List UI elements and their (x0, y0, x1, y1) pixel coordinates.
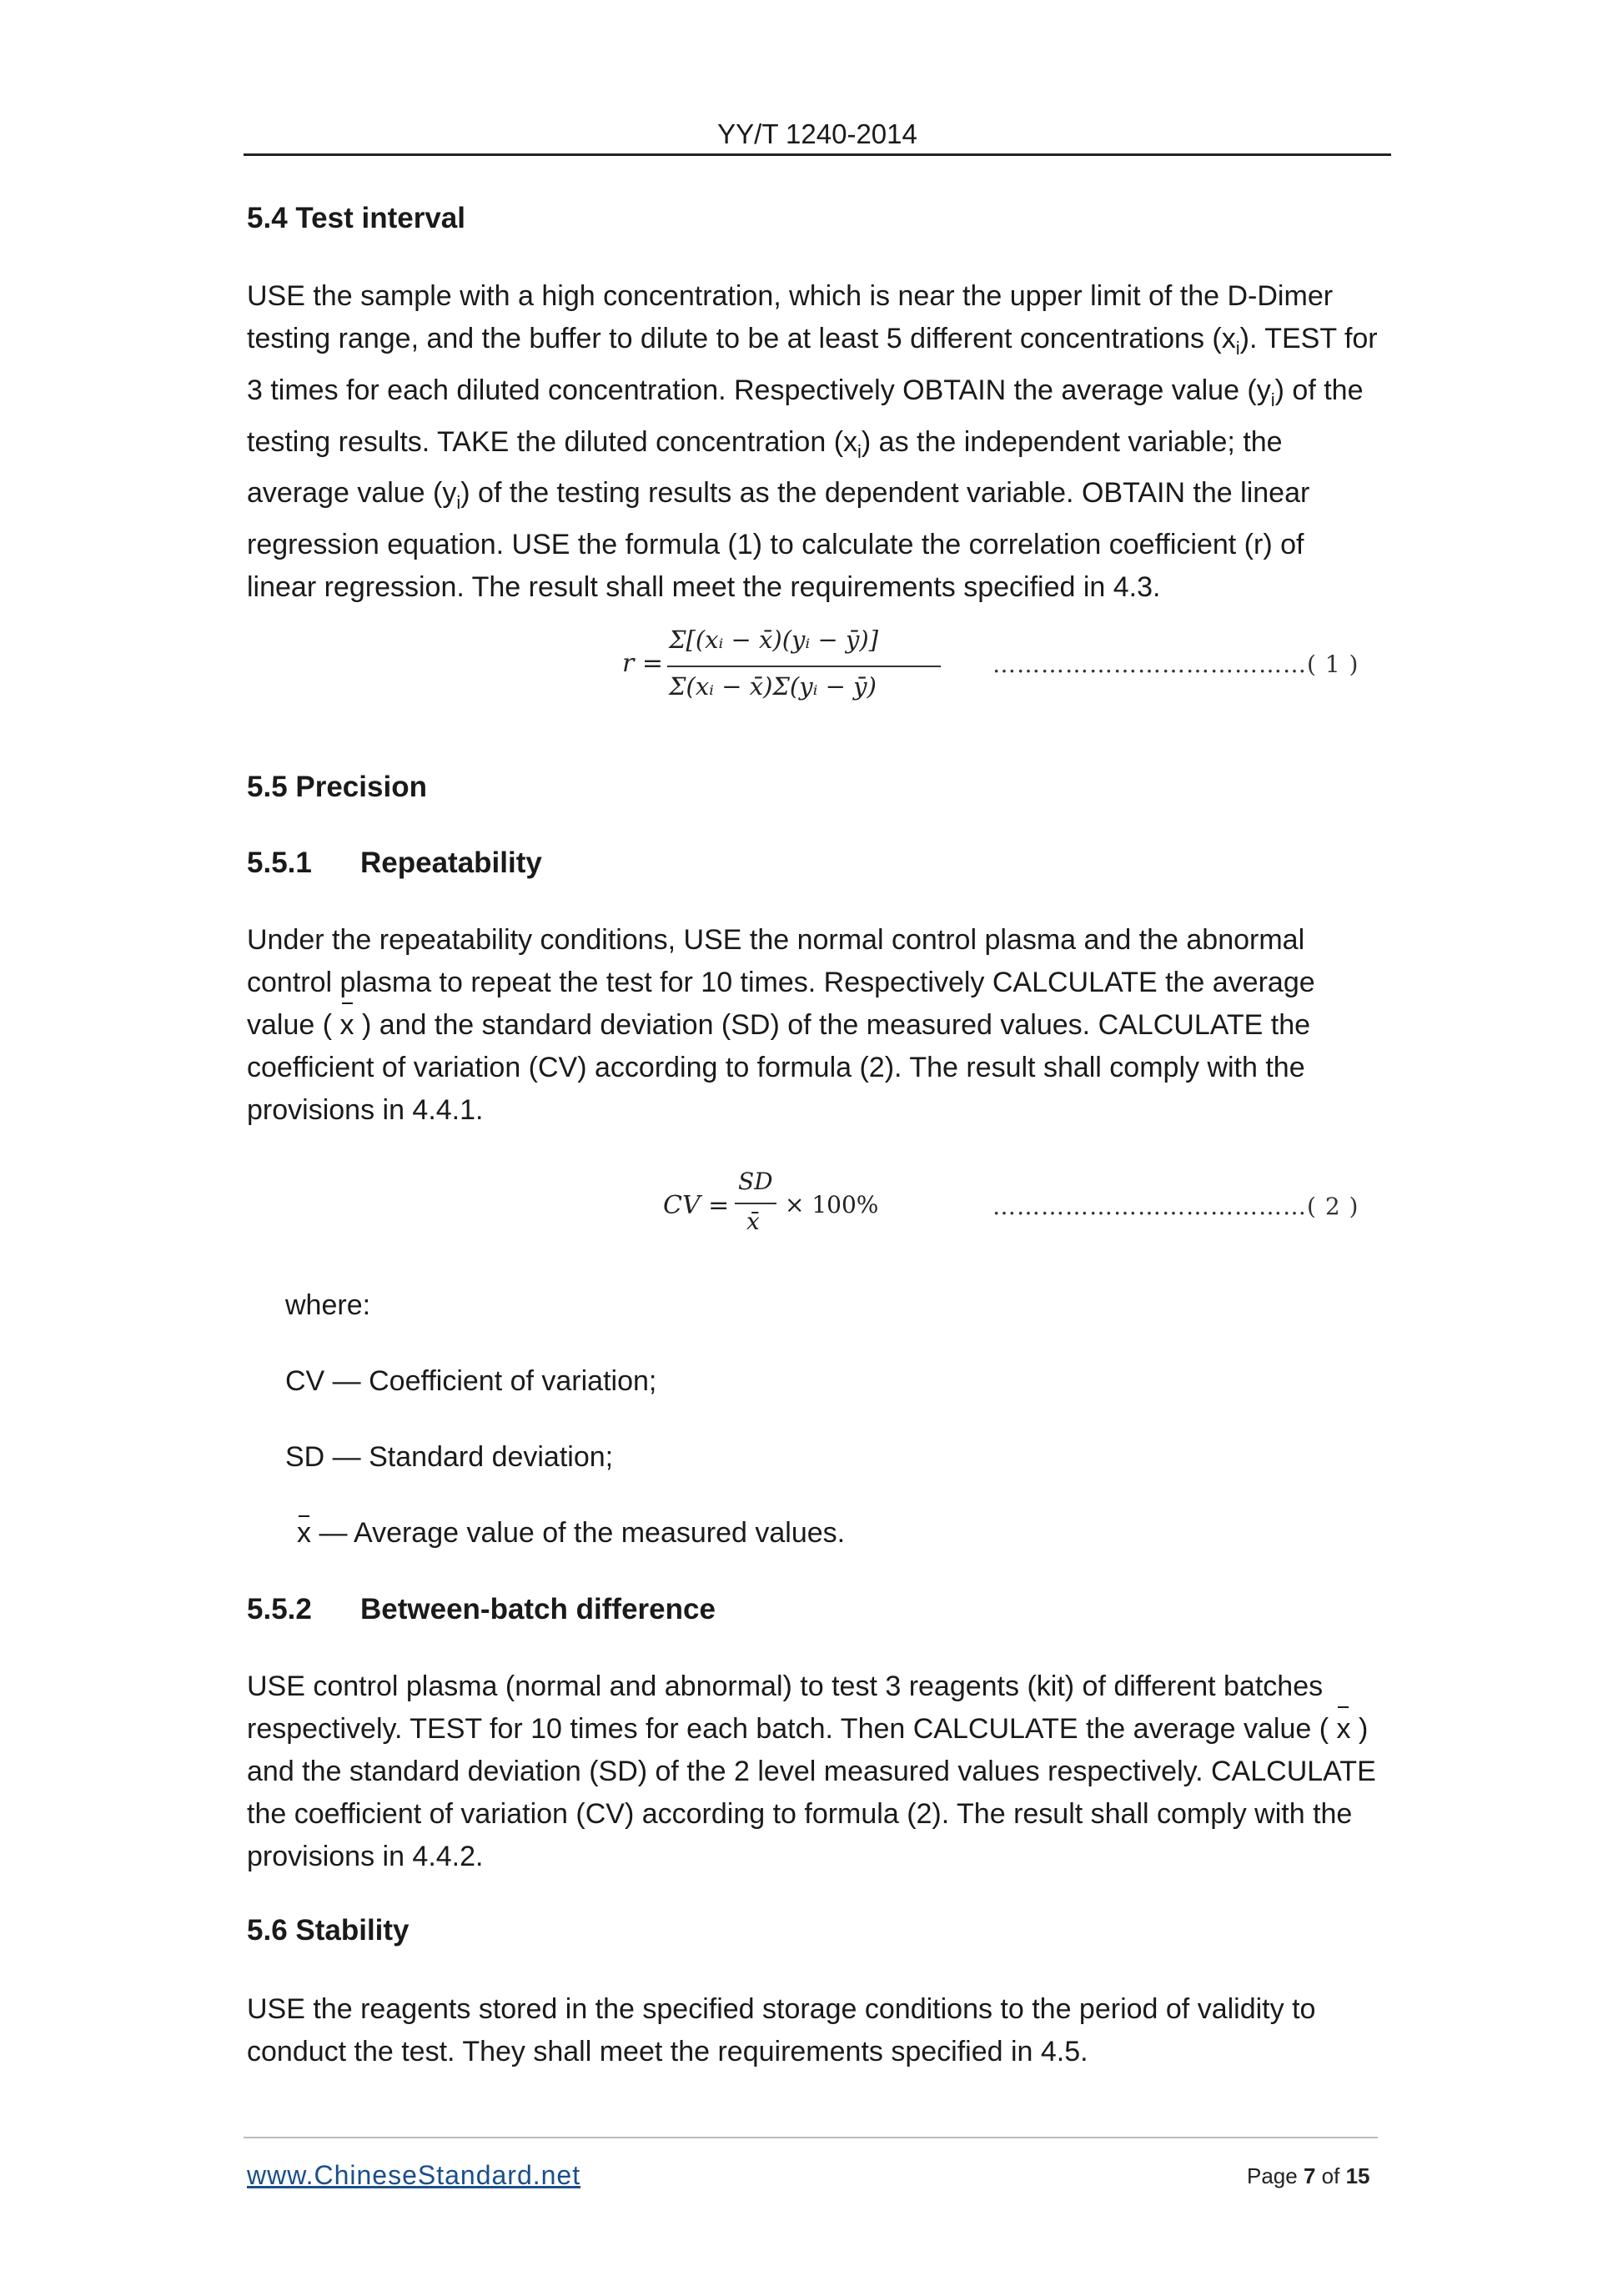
paragraph-line: USE control plasma (normal and abnormal) to test 3 reagents (kit) of different batches (247, 1671, 1324, 1702)
formula-2-denominator: x̄ (746, 1208, 760, 1235)
section-heading-5-4: 5.4 Test interval (247, 202, 465, 234)
equation-number-2: …………………………………( 2 ) (992, 1193, 1359, 1220)
total-pages: 15 (1345, 2163, 1370, 2188)
paragraph-line: average value $(y_i)$ of the testing results as the dependent variable. OBTAIN the linear (247, 477, 1310, 514)
current-page: 7 (1303, 2163, 1316, 2188)
paragraph-line: provisions in 4.4.2. (247, 1841, 484, 1872)
formula-2-numerator: SD (738, 1168, 773, 1195)
standard-code: YY/T 1240-2014 (717, 118, 917, 149)
formula-1-denominator: Σ(xᵢ − x̄)Σ(yᵢ − ȳ) (669, 672, 877, 701)
section-number-5-5-1: 5.5.1 (247, 847, 312, 879)
section-5-5-1-body (247, 919, 1386, 1132)
paragraph-line: testing results. TAKE the diluted concentration $(x_i)$ as the independent variable; the (247, 425, 1283, 462)
paragraph-line: regression equation. USE the formula (1) to calculate the correlation coefficient (r) of (247, 529, 1304, 561)
definition-cv: CV — Coefficient of variation; (285, 1365, 657, 1397)
paragraph-line: testing range, and the buffer to dilute to be at least 5 different concentrations $(x_i)$. TEST for (247, 323, 1378, 359)
formula-2-rhs: × 100% (785, 1191, 879, 1218)
footer-divider (244, 2137, 1378, 2138)
paragraph-line: control plasma to repeat the test for 10 times. Respectively CALCULATE the average (247, 967, 1315, 998)
formula-1-numerator: Σ[(xᵢ − x̄)(yᵢ − ȳ)] (669, 625, 879, 654)
x-bar-symbol: x (1336, 1708, 1350, 1751)
paragraph-line: respectively. TEST for 10 times for each batch. Then CALCULATE the average value ( x ) (247, 1708, 1386, 1751)
page-number: Page 7 of 15 (1247, 2163, 1370, 2188)
fraction-bar (667, 666, 941, 667)
paragraph-line: 3 times for each diluted concentration. Respectively OBTAIN the average value $(y_i)$ of the (247, 374, 1364, 410)
paragraph-line: USE the reagents stored in the specified storage conditions to the period of validity to (247, 1993, 1316, 2025)
where-label: where: (285, 1289, 371, 1321)
paragraph-line: coefficient of variation (CV) according to formula (2). The result shall comply with the (247, 1052, 1305, 1083)
section-heading-5-5-1: Repeatability (360, 847, 542, 879)
paragraph-line: USE the sample with a high concentration, which is near the upper limit of the D-Dimer (247, 280, 1334, 312)
formula-2 (663, 1168, 897, 1251)
website-link[interactable]: www.ChineseStandard.net (247, 2160, 581, 2190)
document-header (244, 115, 1391, 156)
formula-1 (617, 625, 951, 717)
definition-x-bar: x — Average value of the measured values. (297, 1517, 846, 1549)
section-5-5-2-body (247, 1665, 1386, 1878)
x-bar-symbol: x (340, 1004, 354, 1047)
section-5-4-body (247, 275, 1386, 609)
section-heading-5-6: 5.6 Stability (247, 1914, 410, 1947)
paragraph-line: conduct the test. They shall meet the requirements specified in 4.5. (247, 2036, 1088, 2067)
definition-sd: SD — Standard deviation; (285, 1441, 614, 1473)
fraction-bar (735, 1203, 776, 1204)
formula-1-lhs: r = (622, 649, 664, 678)
paragraph-line: the coefficient of variation (CV) according to formula (2). The result shall comply with the (247, 1798, 1353, 1830)
paragraph-line: Under the repeatability conditions, USE the normal control plasma and the abnormal (247, 924, 1305, 956)
paragraph-line: provisions in 4.4.1. (247, 1094, 484, 1126)
paragraph-line: value ( x ) and the standard deviation (SD) of the measured values. CALCULATE the (247, 1004, 1386, 1047)
section-number-5-5-2: 5.5.2 (247, 1593, 312, 1625)
paragraph-line: and the standard deviation (SD) of the 2 level measured values respectively. CALCULATE (247, 1756, 1376, 1787)
x-bar-symbol: x (297, 1517, 311, 1549)
formula-2-lhs: CV = (663, 1191, 730, 1220)
equation-number-1: …………………………………( 1 ) (992, 651, 1359, 678)
paragraph-line: linear regression. The result shall meet the requirements specified in 4.3. (247, 571, 1161, 604)
section-heading-5-5-2: Between-batch difference (360, 1593, 716, 1625)
section-heading-5-5: 5.5 Precision (247, 771, 427, 803)
section-5-6-body (247, 1988, 1386, 2073)
